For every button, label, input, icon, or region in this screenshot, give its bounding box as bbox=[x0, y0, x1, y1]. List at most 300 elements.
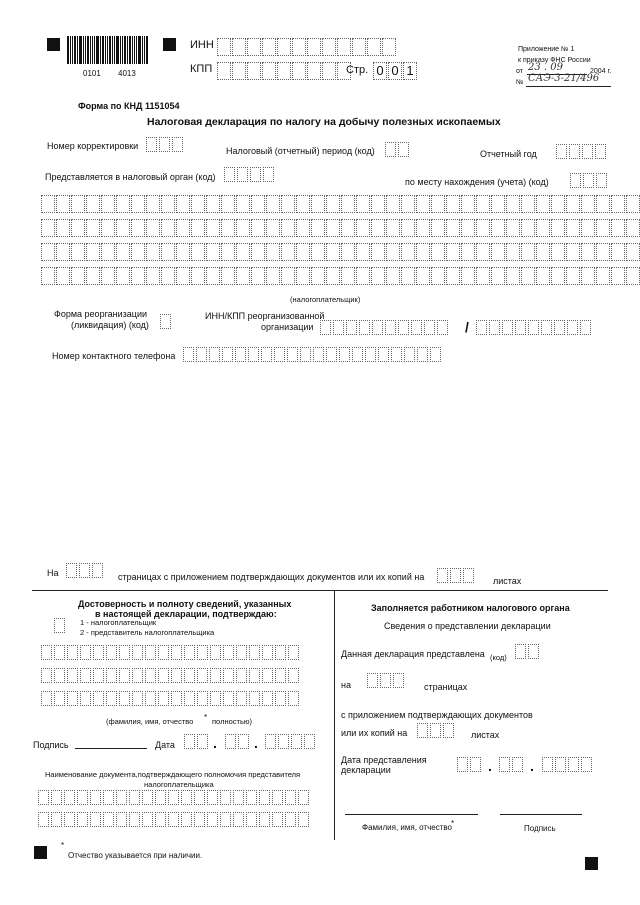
char-cell[interactable] bbox=[443, 723, 454, 738]
char-cell[interactable] bbox=[131, 267, 145, 285]
char-cell[interactable] bbox=[176, 267, 190, 285]
char-cell[interactable] bbox=[259, 812, 270, 827]
confirmer-name-row[interactable] bbox=[41, 668, 301, 683]
char-cell[interactable] bbox=[515, 320, 526, 335]
char-cell[interactable] bbox=[223, 645, 234, 660]
char-cell[interactable] bbox=[64, 790, 75, 805]
char-cell[interactable] bbox=[86, 267, 100, 285]
char-cell[interactable] bbox=[232, 38, 246, 56]
char-cell[interactable] bbox=[236, 645, 247, 660]
char-cell[interactable] bbox=[223, 691, 234, 706]
char-cell[interactable] bbox=[168, 790, 179, 805]
submission-date-year-field[interactable] bbox=[542, 757, 594, 772]
char-cell[interactable] bbox=[431, 195, 445, 213]
char-cell[interactable] bbox=[51, 812, 62, 827]
char-cell[interactable] bbox=[132, 645, 143, 660]
char-cell[interactable] bbox=[261, 347, 272, 362]
char-cell[interactable] bbox=[461, 195, 475, 213]
char-cell[interactable] bbox=[596, 219, 610, 237]
char-cell[interactable] bbox=[171, 691, 182, 706]
char-cell[interactable] bbox=[352, 38, 366, 56]
char-cell[interactable] bbox=[398, 320, 409, 335]
char-cell[interactable] bbox=[521, 267, 535, 285]
char-cell[interactable] bbox=[568, 757, 579, 772]
char-cell[interactable] bbox=[207, 790, 218, 805]
char-cell[interactable] bbox=[416, 243, 430, 261]
char-cell[interactable] bbox=[287, 347, 298, 362]
char-cell[interactable] bbox=[506, 243, 520, 261]
tax-authority-field[interactable] bbox=[224, 167, 276, 182]
char-cell[interactable] bbox=[431, 267, 445, 285]
char-cell[interactable] bbox=[191, 195, 205, 213]
char-cell[interactable] bbox=[80, 645, 91, 660]
char-cell[interactable] bbox=[132, 691, 143, 706]
char-cell[interactable] bbox=[611, 243, 625, 261]
char-cell[interactable] bbox=[86, 243, 100, 261]
char-cell[interactable] bbox=[146, 243, 160, 261]
char-cell[interactable] bbox=[220, 790, 231, 805]
char-cell[interactable] bbox=[80, 691, 91, 706]
char-cell[interactable] bbox=[341, 243, 355, 261]
char-cell[interactable] bbox=[197, 668, 208, 683]
official-fio-line[interactable] bbox=[345, 814, 478, 815]
char-cell[interactable] bbox=[281, 195, 295, 213]
kpp-field[interactable] bbox=[217, 62, 352, 80]
char-cell[interactable] bbox=[237, 167, 248, 182]
char-cell[interactable] bbox=[551, 243, 565, 261]
char-cell[interactable] bbox=[103, 790, 114, 805]
char-cell[interactable] bbox=[311, 219, 325, 237]
char-cell[interactable] bbox=[41, 668, 52, 683]
char-cell[interactable] bbox=[67, 691, 78, 706]
char-cell[interactable] bbox=[581, 195, 595, 213]
char-cell[interactable] bbox=[322, 62, 336, 80]
char-cell[interactable] bbox=[184, 734, 195, 749]
char-cell[interactable] bbox=[155, 790, 166, 805]
char-cell[interactable] bbox=[281, 267, 295, 285]
char-cell[interactable] bbox=[296, 219, 310, 237]
char-cell[interactable] bbox=[236, 691, 247, 706]
char-cell[interactable] bbox=[570, 173, 581, 188]
char-cell[interactable] bbox=[556, 144, 567, 159]
char-cell[interactable] bbox=[307, 38, 321, 56]
char-cell[interactable] bbox=[184, 668, 195, 683]
char-cell[interactable] bbox=[417, 347, 428, 362]
char-cell[interactable] bbox=[158, 668, 169, 683]
char-cell[interactable] bbox=[131, 195, 145, 213]
char-cell[interactable] bbox=[116, 195, 130, 213]
char-cell[interactable] bbox=[235, 347, 246, 362]
char-cell[interactable] bbox=[437, 320, 448, 335]
char-cell[interactable] bbox=[145, 668, 156, 683]
taxpayer-name-row[interactable] bbox=[41, 195, 640, 212]
char-cell[interactable] bbox=[66, 563, 77, 578]
char-cell[interactable] bbox=[626, 195, 640, 213]
char-cell[interactable] bbox=[320, 320, 331, 335]
char-cell[interactable] bbox=[596, 195, 610, 213]
char-cell[interactable] bbox=[160, 314, 171, 329]
char-cell[interactable] bbox=[161, 219, 175, 237]
char-cell[interactable] bbox=[288, 691, 299, 706]
char-cell[interactable] bbox=[281, 243, 295, 261]
char-cell[interactable] bbox=[506, 219, 520, 237]
confirmer-name-row[interactable] bbox=[41, 645, 301, 660]
char-cell[interactable] bbox=[262, 38, 276, 56]
char-cell[interactable] bbox=[171, 668, 182, 683]
char-cell[interactable] bbox=[371, 243, 385, 261]
char-cell[interactable] bbox=[194, 812, 205, 827]
char-cell[interactable] bbox=[266, 195, 280, 213]
char-cell[interactable] bbox=[191, 267, 205, 285]
char-cell[interactable] bbox=[80, 668, 91, 683]
char-cell[interactable] bbox=[296, 267, 310, 285]
char-cell[interactable] bbox=[116, 267, 130, 285]
reorg-form-field[interactable] bbox=[160, 314, 173, 329]
char-cell[interactable] bbox=[352, 347, 363, 362]
char-cell[interactable] bbox=[176, 219, 190, 237]
char-cell[interactable] bbox=[272, 812, 283, 827]
char-cell[interactable] bbox=[233, 790, 244, 805]
char-cell[interactable] bbox=[391, 347, 402, 362]
taxpayer-name-row[interactable] bbox=[41, 219, 640, 236]
char-cell[interactable] bbox=[596, 173, 607, 188]
year-field[interactable] bbox=[556, 144, 608, 159]
char-cell[interactable] bbox=[223, 668, 234, 683]
char-cell[interactable] bbox=[145, 691, 156, 706]
char-cell[interactable] bbox=[106, 668, 117, 683]
taxpayer-name-row[interactable] bbox=[41, 267, 640, 284]
char-cell[interactable] bbox=[372, 320, 383, 335]
char-cell[interactable] bbox=[251, 195, 265, 213]
char-cell[interactable] bbox=[172, 137, 183, 152]
char-cell[interactable] bbox=[209, 347, 220, 362]
char-cell[interactable] bbox=[222, 347, 233, 362]
char-cell[interactable] bbox=[116, 812, 127, 827]
char-cell[interactable] bbox=[416, 219, 430, 237]
char-cell[interactable] bbox=[210, 668, 221, 683]
char-cell[interactable] bbox=[596, 243, 610, 261]
char-cell[interactable] bbox=[236, 243, 250, 261]
char-cell[interactable] bbox=[249, 691, 260, 706]
char-cell[interactable] bbox=[521, 219, 535, 237]
pages-count-field[interactable] bbox=[66, 563, 105, 578]
char-cell[interactable] bbox=[275, 668, 286, 683]
confirmer-type-field[interactable] bbox=[54, 618, 67, 633]
phone-field[interactable] bbox=[183, 347, 443, 362]
char-cell[interactable] bbox=[356, 219, 370, 237]
char-cell[interactable] bbox=[386, 243, 400, 261]
char-cell[interactable] bbox=[611, 195, 625, 213]
char-cell[interactable] bbox=[300, 347, 311, 362]
char-cell[interactable] bbox=[197, 645, 208, 660]
char-cell[interactable] bbox=[176, 195, 190, 213]
char-cell[interactable] bbox=[250, 167, 261, 182]
char-cell[interactable] bbox=[171, 645, 182, 660]
char-cell[interactable] bbox=[555, 757, 566, 772]
char-cell[interactable] bbox=[77, 812, 88, 827]
char-cell[interactable] bbox=[476, 195, 490, 213]
char-cell[interactable] bbox=[161, 267, 175, 285]
char-cell[interactable] bbox=[446, 219, 460, 237]
char-cell[interactable] bbox=[275, 691, 286, 706]
char-cell[interactable] bbox=[101, 219, 115, 237]
submission-method-field[interactable] bbox=[515, 644, 541, 659]
char-cell[interactable] bbox=[288, 645, 299, 660]
char-cell[interactable] bbox=[431, 219, 445, 237]
char-cell[interactable] bbox=[536, 243, 550, 261]
char-cell[interactable] bbox=[551, 219, 565, 237]
char-cell[interactable] bbox=[401, 243, 415, 261]
char-cell[interactable] bbox=[296, 195, 310, 213]
char-cell[interactable] bbox=[129, 812, 140, 827]
char-cell[interactable] bbox=[129, 790, 140, 805]
char-cell[interactable] bbox=[145, 645, 156, 660]
char-cell[interactable] bbox=[296, 243, 310, 261]
char-cell[interactable] bbox=[86, 195, 100, 213]
char-cell[interactable] bbox=[499, 757, 510, 772]
char-cell[interactable] bbox=[371, 219, 385, 237]
char-cell[interactable] bbox=[71, 219, 85, 237]
char-cell[interactable] bbox=[502, 320, 513, 335]
char-cell[interactable] bbox=[542, 757, 553, 772]
char-cell[interactable] bbox=[262, 668, 273, 683]
char-cell[interactable] bbox=[446, 267, 460, 285]
char-cell[interactable] bbox=[385, 142, 396, 157]
char-cell[interactable] bbox=[184, 645, 195, 660]
char-cell[interactable] bbox=[491, 219, 505, 237]
char-cell[interactable] bbox=[90, 812, 101, 827]
char-cell[interactable] bbox=[446, 243, 460, 261]
char-cell[interactable] bbox=[385, 320, 396, 335]
char-cell[interactable] bbox=[93, 668, 104, 683]
char-cell[interactable] bbox=[131, 243, 145, 261]
char-cell[interactable] bbox=[56, 219, 70, 237]
char-cell[interactable] bbox=[404, 347, 415, 362]
char-cell[interactable] bbox=[221, 219, 235, 237]
char-cell[interactable] bbox=[356, 195, 370, 213]
char-cell[interactable] bbox=[93, 645, 104, 660]
char-cell[interactable] bbox=[596, 267, 610, 285]
char-cell[interactable] bbox=[265, 734, 276, 749]
char-cell[interactable] bbox=[92, 563, 103, 578]
char-cell[interactable] bbox=[207, 812, 218, 827]
char-cell[interactable] bbox=[416, 195, 430, 213]
char-cell[interactable] bbox=[158, 691, 169, 706]
submission-date-month-field[interactable] bbox=[499, 757, 525, 772]
char-cell[interactable] bbox=[71, 195, 85, 213]
char-cell[interactable] bbox=[551, 267, 565, 285]
char-cell[interactable] bbox=[566, 243, 580, 261]
char-cell[interactable] bbox=[476, 243, 490, 261]
char-cell[interactable] bbox=[285, 790, 296, 805]
char-cell[interactable] bbox=[457, 757, 468, 772]
char-cell[interactable] bbox=[54, 645, 65, 660]
char-cell[interactable] bbox=[246, 812, 257, 827]
char-cell[interactable] bbox=[146, 195, 160, 213]
date-year-field[interactable] bbox=[265, 734, 317, 749]
char-cell[interactable] bbox=[247, 38, 261, 56]
char-cell[interactable] bbox=[281, 219, 295, 237]
char-cell[interactable] bbox=[277, 38, 291, 56]
char-cell[interactable] bbox=[401, 195, 415, 213]
char-cell[interactable] bbox=[541, 320, 552, 335]
char-cell[interactable] bbox=[298, 812, 309, 827]
char-cell[interactable] bbox=[567, 320, 578, 335]
char-cell[interactable] bbox=[93, 691, 104, 706]
char-cell[interactable] bbox=[311, 243, 325, 261]
char-cell[interactable] bbox=[430, 347, 441, 362]
char-cell[interactable] bbox=[288, 668, 299, 683]
char-cell[interactable] bbox=[461, 243, 475, 261]
char-cell[interactable] bbox=[476, 320, 487, 335]
char-cell[interactable] bbox=[191, 243, 205, 261]
char-cell[interactable] bbox=[263, 167, 274, 182]
official-signature-line[interactable] bbox=[500, 814, 582, 815]
char-cell[interactable] bbox=[491, 243, 505, 261]
char-cell[interactable] bbox=[161, 243, 175, 261]
char-cell[interactable] bbox=[416, 267, 430, 285]
char-cell[interactable] bbox=[142, 790, 153, 805]
page-number-field[interactable] bbox=[373, 62, 418, 80]
char-cell[interactable] bbox=[489, 320, 500, 335]
char-cell[interactable] bbox=[326, 219, 340, 237]
char-cell[interactable] bbox=[569, 144, 580, 159]
char-cell[interactable] bbox=[398, 142, 409, 157]
char-cell[interactable] bbox=[470, 757, 481, 772]
char-cell[interactable] bbox=[583, 173, 594, 188]
char-cell[interactable] bbox=[116, 243, 130, 261]
char-cell[interactable] bbox=[378, 347, 389, 362]
official-sheets-field[interactable] bbox=[417, 723, 456, 738]
char-cell[interactable] bbox=[515, 644, 526, 659]
char-cell[interactable] bbox=[116, 219, 130, 237]
char-cell[interactable] bbox=[521, 195, 535, 213]
char-cell[interactable] bbox=[566, 195, 580, 213]
char-cell[interactable] bbox=[341, 219, 355, 237]
char-cell[interactable] bbox=[184, 691, 195, 706]
char-cell[interactable] bbox=[506, 267, 520, 285]
char-cell[interactable] bbox=[251, 219, 265, 237]
char-cell[interactable] bbox=[248, 347, 259, 362]
char-cell[interactable] bbox=[41, 219, 55, 237]
char-cell[interactable] bbox=[446, 195, 460, 213]
char-cell[interactable] bbox=[528, 644, 539, 659]
char-cell[interactable] bbox=[313, 347, 324, 362]
char-cell[interactable] bbox=[626, 219, 640, 237]
char-cell[interactable] bbox=[196, 347, 207, 362]
char-cell[interactable] bbox=[142, 812, 153, 827]
char-cell[interactable] bbox=[401, 219, 415, 237]
char-cell[interactable] bbox=[292, 62, 306, 80]
char-cell[interactable] bbox=[54, 618, 65, 633]
char-cell[interactable] bbox=[582, 144, 593, 159]
char-cell[interactable] bbox=[581, 243, 595, 261]
char-cell[interactable] bbox=[291, 734, 302, 749]
char-cell[interactable] bbox=[275, 645, 286, 660]
char-cell[interactable] bbox=[249, 645, 260, 660]
char-cell[interactable] bbox=[371, 267, 385, 285]
char-cell[interactable] bbox=[337, 38, 351, 56]
char-cell[interactable] bbox=[341, 195, 355, 213]
char-cell[interactable] bbox=[380, 673, 391, 688]
reorg-kpp-field[interactable] bbox=[476, 320, 593, 335]
char-cell[interactable] bbox=[56, 195, 70, 213]
char-cell[interactable] bbox=[181, 812, 192, 827]
char-cell[interactable] bbox=[41, 645, 52, 660]
char-cell[interactable] bbox=[339, 347, 350, 362]
char-cell[interactable] bbox=[326, 243, 340, 261]
char-cell[interactable] bbox=[277, 62, 291, 80]
char-cell[interactable] bbox=[38, 790, 49, 805]
char-cell[interactable] bbox=[386, 195, 400, 213]
char-cell[interactable] bbox=[176, 243, 190, 261]
char-cell[interactable] bbox=[246, 790, 257, 805]
char-cell[interactable] bbox=[103, 812, 114, 827]
char-cell[interactable] bbox=[54, 668, 65, 683]
char-cell[interactable] bbox=[86, 219, 100, 237]
char-cell[interactable] bbox=[386, 267, 400, 285]
char-cell[interactable] bbox=[51, 790, 62, 805]
char-cell[interactable] bbox=[41, 243, 55, 261]
char-cell[interactable] bbox=[346, 320, 357, 335]
char-cell[interactable] bbox=[161, 195, 175, 213]
char-cell[interactable] bbox=[181, 790, 192, 805]
char-cell[interactable] bbox=[450, 568, 461, 583]
char-cell[interactable] bbox=[101, 267, 115, 285]
char-cell[interactable] bbox=[365, 347, 376, 362]
char-cell[interactable] bbox=[146, 137, 157, 152]
char-cell[interactable] bbox=[249, 668, 260, 683]
auth-document-row[interactable] bbox=[38, 790, 311, 805]
official-pages-field[interactable] bbox=[367, 673, 406, 688]
char-cell[interactable] bbox=[401, 267, 415, 285]
char-cell[interactable] bbox=[77, 790, 88, 805]
date-month-field[interactable] bbox=[225, 734, 251, 749]
char-cell[interactable] bbox=[64, 812, 75, 827]
inn-field[interactable] bbox=[217, 38, 397, 56]
char-cell[interactable] bbox=[259, 790, 270, 805]
char-cell[interactable] bbox=[528, 320, 539, 335]
char-cell[interactable] bbox=[210, 691, 221, 706]
char-cell[interactable] bbox=[551, 195, 565, 213]
char-cell[interactable] bbox=[206, 219, 220, 237]
char-cell[interactable] bbox=[322, 38, 336, 56]
submission-date-day-field[interactable] bbox=[457, 757, 483, 772]
char-cell[interactable] bbox=[247, 62, 261, 80]
char-cell[interactable] bbox=[106, 691, 117, 706]
char-cell[interactable] bbox=[236, 219, 250, 237]
char-cell[interactable] bbox=[521, 243, 535, 261]
char-cell[interactable] bbox=[611, 219, 625, 237]
char-cell[interactable] bbox=[225, 734, 236, 749]
char-cell[interactable] bbox=[191, 219, 205, 237]
char-cell[interactable] bbox=[356, 267, 370, 285]
char-cell[interactable] bbox=[101, 243, 115, 261]
char-cell[interactable] bbox=[41, 691, 52, 706]
char-cell[interactable] bbox=[132, 668, 143, 683]
char-cell[interactable] bbox=[119, 668, 130, 683]
char-cell[interactable] bbox=[262, 62, 276, 80]
confirmer-name-row[interactable] bbox=[41, 691, 301, 706]
char-cell[interactable] bbox=[221, 267, 235, 285]
char-cell[interactable] bbox=[194, 790, 205, 805]
char-cell[interactable] bbox=[611, 267, 625, 285]
char-cell[interactable] bbox=[461, 219, 475, 237]
char-cell[interactable] bbox=[536, 267, 550, 285]
char-cell[interactable] bbox=[266, 219, 280, 237]
char-cell[interactable] bbox=[367, 673, 378, 688]
correction-field[interactable] bbox=[146, 137, 185, 152]
